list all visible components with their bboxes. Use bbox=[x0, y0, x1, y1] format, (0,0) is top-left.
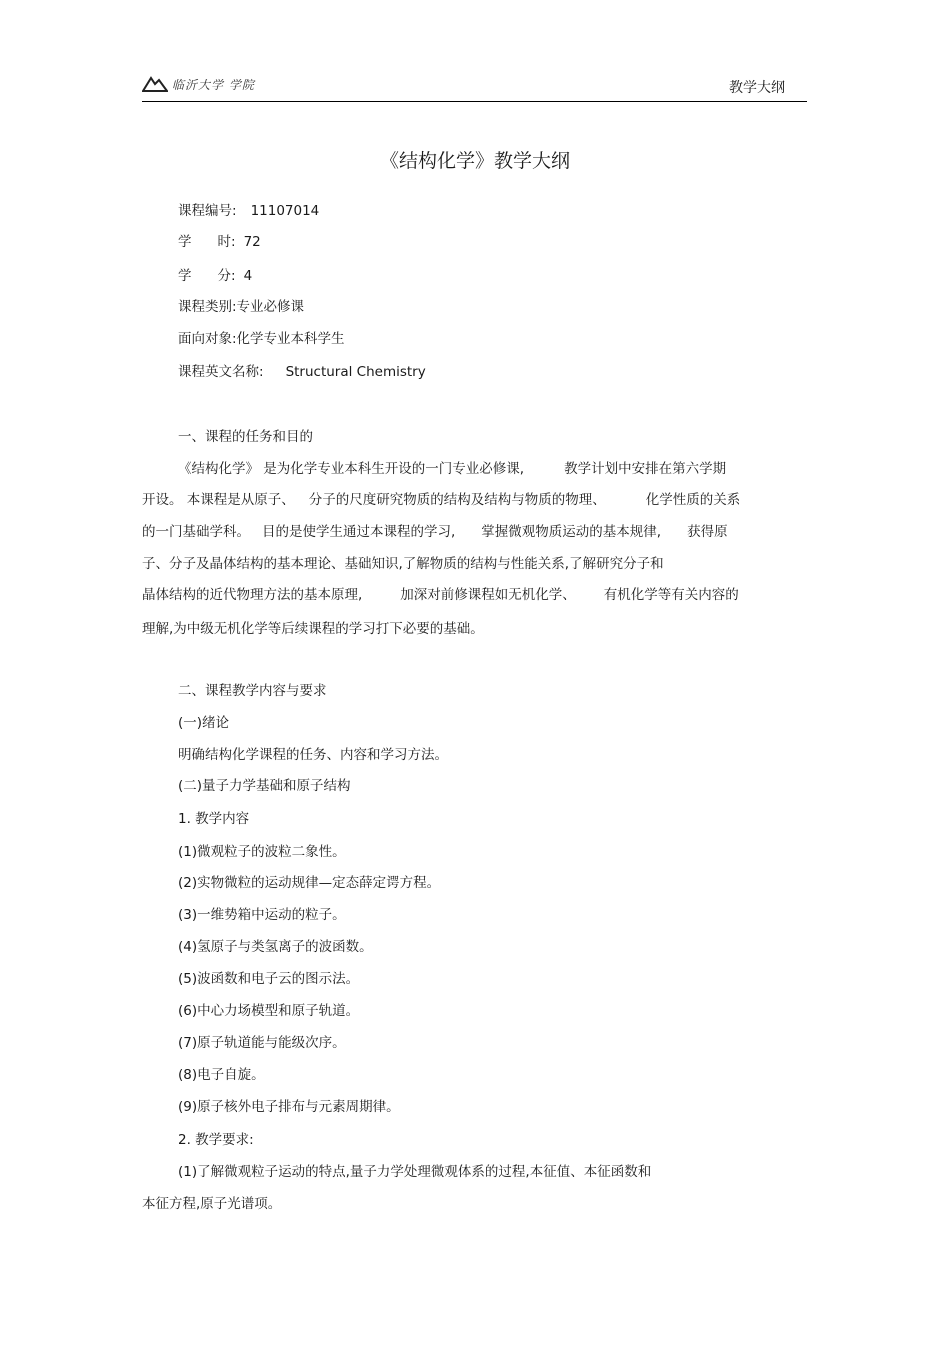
course-credits-value: 4 bbox=[243, 268, 253, 284]
subsection-intro-heading: (一)绪论 bbox=[178, 715, 230, 731]
section1-line-4 bbox=[142, 555, 664, 573]
content-item-4: (4)氢原子与类氢离子的波函数。 bbox=[178, 939, 373, 955]
section1-line-2 bbox=[142, 491, 740, 509]
content-item-5: (5)波函数和电子云的图示法。 bbox=[178, 971, 360, 987]
paragraph-segment: 晶体结构的近代物理方法的基本原理, bbox=[142, 587, 363, 603]
university-logo bbox=[142, 74, 260, 94]
course-english-value: Structural Chemistry bbox=[285, 364, 426, 380]
course-category: 课程类别:专业必修课 bbox=[178, 299, 305, 315]
paragraph-segment: 教学计划中安排在第六学期 bbox=[564, 461, 727, 477]
content-item-3: (3)一维势箱中运动的粒子。 bbox=[178, 907, 346, 923]
course-english-row bbox=[178, 363, 426, 381]
logo-mark-icon bbox=[142, 75, 168, 93]
paragraph-segment: 《结构化学》 是为化学专业本科生开设的一门专业必修课, bbox=[178, 461, 525, 477]
course-code-row bbox=[178, 202, 319, 220]
content-item-2: (2)实物微粒的运动规律—定态薛定谔方程。 bbox=[178, 875, 441, 891]
section1-line-5 bbox=[142, 586, 739, 604]
course-code-label: 课程编号: bbox=[178, 203, 237, 219]
paragraph-segment: 加深对前修课程如无机化学、 bbox=[400, 587, 576, 603]
section1-line-1 bbox=[178, 460, 726, 478]
requirements-line-2: 本征方程,原子光谱项。 bbox=[142, 1196, 282, 1212]
content-item-7: (7)原子轨道能与能级次序。 bbox=[178, 1035, 346, 1051]
paragraph-segment: 子、分子及晶体结构的基本理论、基础知识,了解物质的结构与性能关系,了解研究分子和 bbox=[142, 556, 664, 572]
section1-heading: 一、课程的任务和目的 bbox=[178, 429, 313, 445]
course-credits-label-1: 学 bbox=[178, 268, 192, 284]
course-english-label: 课程英文名称: bbox=[178, 364, 264, 380]
subsection-quantum-heading: (二)量子力学基础和原子结构 bbox=[178, 778, 351, 794]
course-credits-row bbox=[178, 267, 252, 285]
paragraph-segment: 目的是使学生通过本课程的学习, bbox=[262, 524, 456, 540]
paragraph-segment: 理解,为中级无机化学等后续课程的学习打下必要的基础。 bbox=[142, 621, 484, 637]
header-title: 教学大纲 bbox=[729, 80, 785, 96]
paragraph-segment: 有机化学等有关内容的 bbox=[603, 587, 739, 603]
course-hours-label-2: 时: bbox=[217, 234, 236, 250]
page-header bbox=[142, 70, 807, 102]
logo-text: 临沂大学 学院 bbox=[172, 77, 255, 92]
section1-line-3 bbox=[142, 523, 728, 541]
section1-line-6 bbox=[142, 620, 484, 638]
content-item-9: (9)原子核外电子排布与元素周期律。 bbox=[178, 1099, 400, 1115]
course-credits-label-2: 分: bbox=[217, 268, 236, 284]
paragraph-segment: 开设。 本课程是从原子、 bbox=[142, 492, 295, 508]
teaching-content-heading: 1. 教学内容 bbox=[178, 811, 250, 827]
subsection-intro-text: 明确结构化学课程的任务、内容和学习方法。 bbox=[178, 747, 448, 763]
course-hours-row bbox=[178, 233, 261, 251]
course-hours-label-1: 学 bbox=[178, 234, 192, 250]
requirements-line-1: (1)了解微观粒子运动的特点,量子力学处理微观体系的过程,本征值、本征函数和 bbox=[178, 1164, 652, 1180]
course-code-value: 11107014 bbox=[250, 203, 320, 219]
content-item-6: (6)中心力场模型和原子轨道。 bbox=[178, 1003, 360, 1019]
content-item-8: (8)电子自旋。 bbox=[178, 1067, 265, 1083]
paragraph-segment: 掌握微观物质运动的基本规律, bbox=[481, 524, 662, 540]
teaching-requirements-heading: 2. 教学要求: bbox=[178, 1132, 254, 1148]
content-item-1: (1)微观粒子的波粒二象性。 bbox=[178, 844, 346, 860]
paragraph-segment: 的一门基础学科。 bbox=[142, 524, 250, 540]
course-audience: 面向对象:化学专业本科学生 bbox=[178, 331, 345, 347]
paragraph-segment: 分子的尺度研究物质的结构及结构与物质的物理、 bbox=[308, 492, 606, 508]
section2-heading: 二、课程教学内容与要求 bbox=[178, 683, 327, 699]
paragraph-segment: 化学性质的关系 bbox=[645, 492, 741, 508]
paragraph-segment: 获得原 bbox=[687, 524, 728, 540]
document-title: 《结构化学》教学大纲 bbox=[379, 150, 570, 172]
course-hours-value: 72 bbox=[243, 234, 261, 250]
